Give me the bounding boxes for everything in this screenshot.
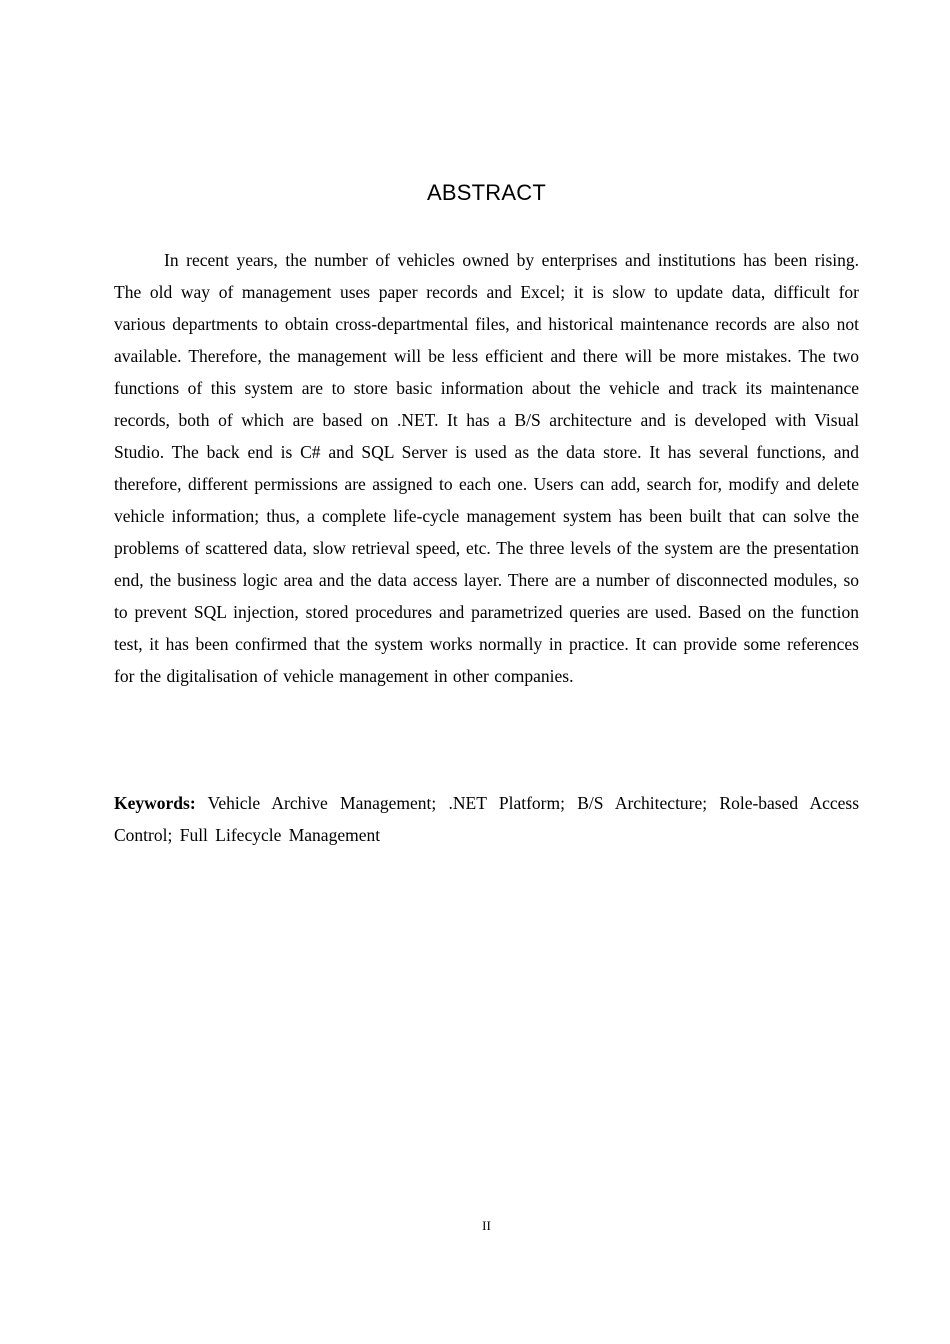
- keywords-list: Vehicle Archive Management; .NET Platform; B/S Architecture; Role-based Access Control; Full Lifecycle Management: [114, 793, 860, 845]
- keywords-label: Keywords:: [114, 793, 196, 813]
- abstract-title: ABSTRACT: [427, 180, 546, 205]
- keywords-paragraph: [114, 787, 859, 851]
- page-number: II: [482, 1218, 491, 1233]
- abstract-body: In recent years, the number of vehicles owned by enterprises and institutions has been rising. The old way of management uses paper records and Excel; it is slow to update data, difficult for various departments to obtain cross-departmental files, and historical maintenance records are also not available. Therefore, the management will be less efficient and there will be more mistakes. The two functions of this system are to store basic information about the vehicle and track its maintenance records, both of which are based on .NET. It has a B/S architecture and is developed with Visual Studio. The back end is C# and SQL Server is used as the data store. It has several functions, and therefore, different permissions are assigned to each one. Users can add, search for, modify and delete vehicle information; thus, a complete life-cycle management system has been built that can solve the problems of scattered data, slow retrieval speed, etc. The three levels of the system are the presentation end, the business logic area and the data access layer. There are a number of disconnected modules, so to prevent SQL injection, stored procedures and parametrized queries are used. Based on the function test, it has been confirmed that the system works normally in practice. It can provide some references for the digitalisation of vehicle management in other companies.: [114, 250, 859, 686]
